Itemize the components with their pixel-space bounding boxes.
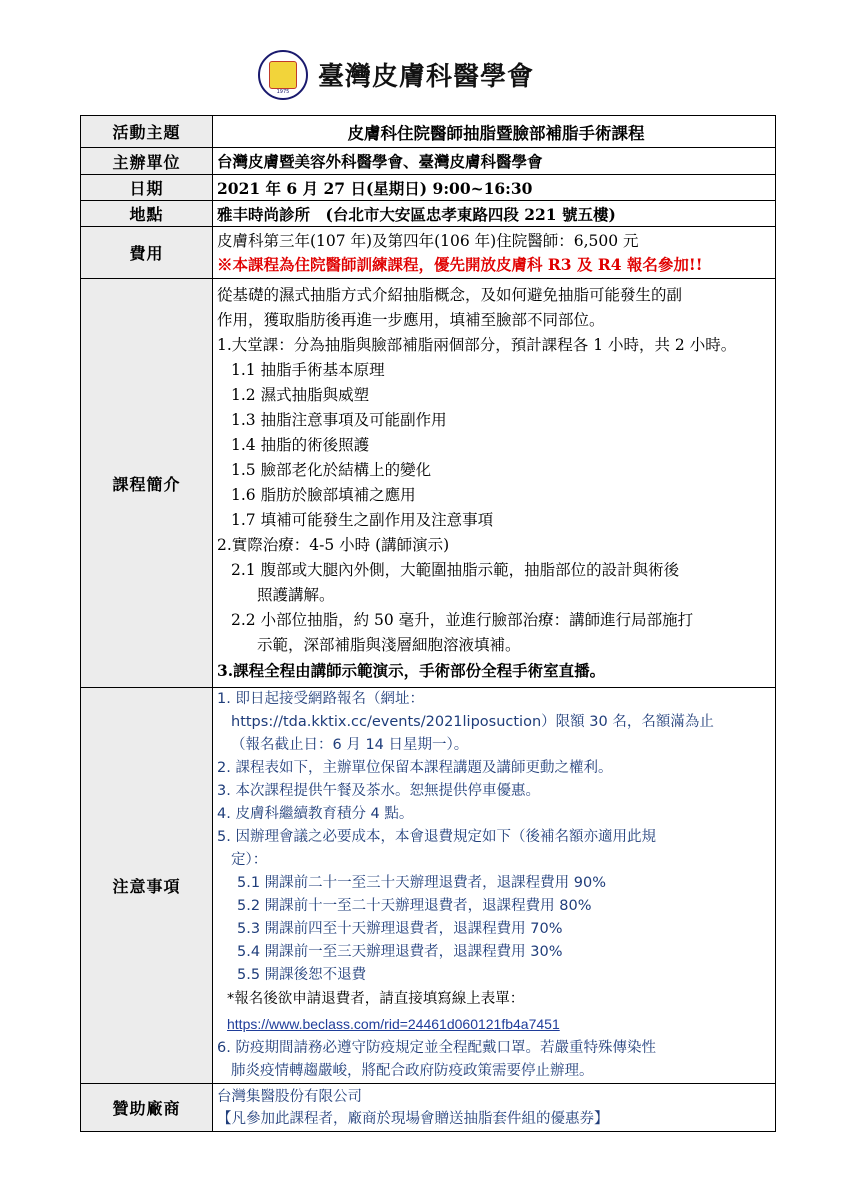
course-content: [213, 279, 776, 688]
course-line: 1.5 臉部老化於結構上的變化: [231, 461, 432, 479]
society-logo: [258, 50, 308, 100]
notes-line: 5. 因辦理會議之必要成本，本會退費規定如下（後補名額亦適用此規: [217, 829, 656, 845]
notes-line: *報名後欲申請退費者，請直接填寫線上表單：: [227, 991, 525, 1007]
course-line: 1.1 抽脂手術基本原理: [231, 361, 385, 379]
topic-value: 皮膚科住院醫師抽脂暨臉部補脂手術課程: [213, 116, 776, 148]
logo-emblem-icon: [269, 61, 297, 89]
notes-line: 5.2 開課前十一至二十天辦理退費者，退課程費用 80%: [237, 898, 592, 914]
sponsor-content: [213, 1084, 776, 1132]
row-date: [81, 175, 776, 201]
course-line: 2.實際治療：4-5 小時 (講師演示): [217, 536, 450, 554]
fee-priority-note: ※本課程為住院醫師訓練課程，優先開放皮膚科 R3 及 R4 報名參加!!: [217, 254, 703, 274]
event-info-table: [80, 115, 776, 1132]
row-organizer: [81, 148, 776, 175]
notes-line: 5.4 開課前一至三天辦理退費者，退課程費用 30%: [237, 944, 563, 960]
notes-line: 2. 課程表如下，主辦單位保留本課程講題及講師更動之權利。: [217, 760, 613, 776]
course-line: 1.2 濕式抽脂與威塑: [231, 386, 370, 404]
notes-line: 肺炎疫情轉趨嚴峻，將配合政府防疫政策需要停止辦理。: [231, 1063, 594, 1079]
notes-content: [213, 688, 776, 1084]
row-notes: [81, 688, 776, 1084]
row-fee: [81, 227, 776, 279]
course-line: 3.課程全程由講師示範演示，手術部份全程手術室直播。: [217, 661, 606, 680]
notes-line: 5.1 開課前二十一至三十天辦理退費者，退課程費用 90%: [237, 875, 607, 891]
refund-form-link[interactable]: https://www.beclass.com/rid=24461d060121fb4a7451: [227, 1016, 560, 1032]
course-line: 1.大堂課：分為抽脂與臉部補脂兩個部分，預計課程各 1 小時，共 2 小時。: [217, 336, 737, 354]
notes-line: 定）：: [231, 852, 268, 868]
row-venue: [81, 201, 776, 227]
notes-line: （報名截止日：6 月 14 日星期一）。: [231, 737, 469, 753]
course-line: 1.6 脂肪於臉部填補之應用: [231, 486, 416, 504]
topic-label: 活動主題: [81, 116, 213, 148]
course-line: 從基礎的濕式抽脂方式介紹抽脂概念，及如何避免抽脂可能發生的副: [217, 286, 683, 304]
course-line: 照護講解。: [257, 586, 335, 604]
fee-value: [213, 227, 776, 279]
document-header: [0, 46, 845, 106]
date-label: 日期: [81, 175, 213, 201]
row-topic: [81, 116, 776, 148]
logo-year: 1975: [276, 89, 290, 95]
course-line: 2.2 小部位抽脂，約 50 毫升，並進行臉部治療：講師進行局部施打: [231, 611, 694, 629]
venue-label: 地點: [81, 201, 213, 227]
course-line: 示範，深部補脂與淺層細胞溶液填補。: [257, 636, 521, 654]
notes-line: 5.3 開課前四至十天辦理退費者，退課程費用 70%: [237, 921, 563, 937]
date-value: 2021 年 6 月 27 日(星期日) 9:00~16:30: [213, 175, 776, 201]
organizer-value: 台灣皮膚暨美容外科醫學會、臺灣皮膚科醫學會: [213, 148, 776, 175]
sponsor-name: 台灣集醫股份有限公司: [217, 1088, 362, 1105]
sponsor-offer: 【凡參加此課程者，廠商於現場會贈送抽脂套件組的優惠券】: [217, 1110, 609, 1127]
row-course: [81, 279, 776, 688]
row-sponsor: [81, 1084, 776, 1132]
venue-value: 雅丰時尚診所 (台北市大安區忠孝東路四段 221 號五樓): [213, 201, 776, 227]
notes-line: 4. 皮膚科繼續教育積分 4 點。: [217, 806, 414, 822]
fee-label: 費用: [81, 227, 213, 279]
notes-label: 注意事項: [81, 688, 213, 1084]
organizer-label: 主辦單位: [81, 148, 213, 175]
course-line: 1.4 抽脂的術後照護: [231, 436, 370, 454]
course-line: 1.7 填補可能發生之副作用及注意事項: [231, 511, 494, 529]
course-line: 1.3 抽脂注意事項及可能副作用: [231, 411, 447, 429]
notes-line: 3. 本次課程提供午餐及茶水。恕無提供停車優惠。: [217, 783, 540, 799]
fee-amount: 皮膚科第三年(107 年)及第四年(106 年)住院醫師：6,500 元: [217, 231, 639, 250]
notes-line: 6. 防疫期間請務必遵守防疫規定並全程配戴口罩。若嚴重特殊傳染性: [217, 1040, 656, 1056]
course-line: 作用，獲取脂肪後再進一步應用，填補至臉部不同部位。: [217, 311, 605, 329]
notes-line: https://tda.kktix.cc/events/2021liposuction）限額 30 名，名額滿為止: [231, 714, 714, 730]
org-title: 臺灣皮膚科醫學會: [318, 62, 535, 92]
notes-line: 5.5 開課後恕不退費: [237, 967, 367, 983]
course-label: 課程簡介: [81, 279, 213, 688]
notes-line: 1. 即日起接受網路報名（網址：: [217, 691, 424, 707]
sponsor-label: 贊助廠商: [81, 1084, 213, 1132]
course-line: 2.1 腹部或大腿內外側，大範圍抽脂示範，抽脂部位的設計與術後: [231, 561, 680, 579]
